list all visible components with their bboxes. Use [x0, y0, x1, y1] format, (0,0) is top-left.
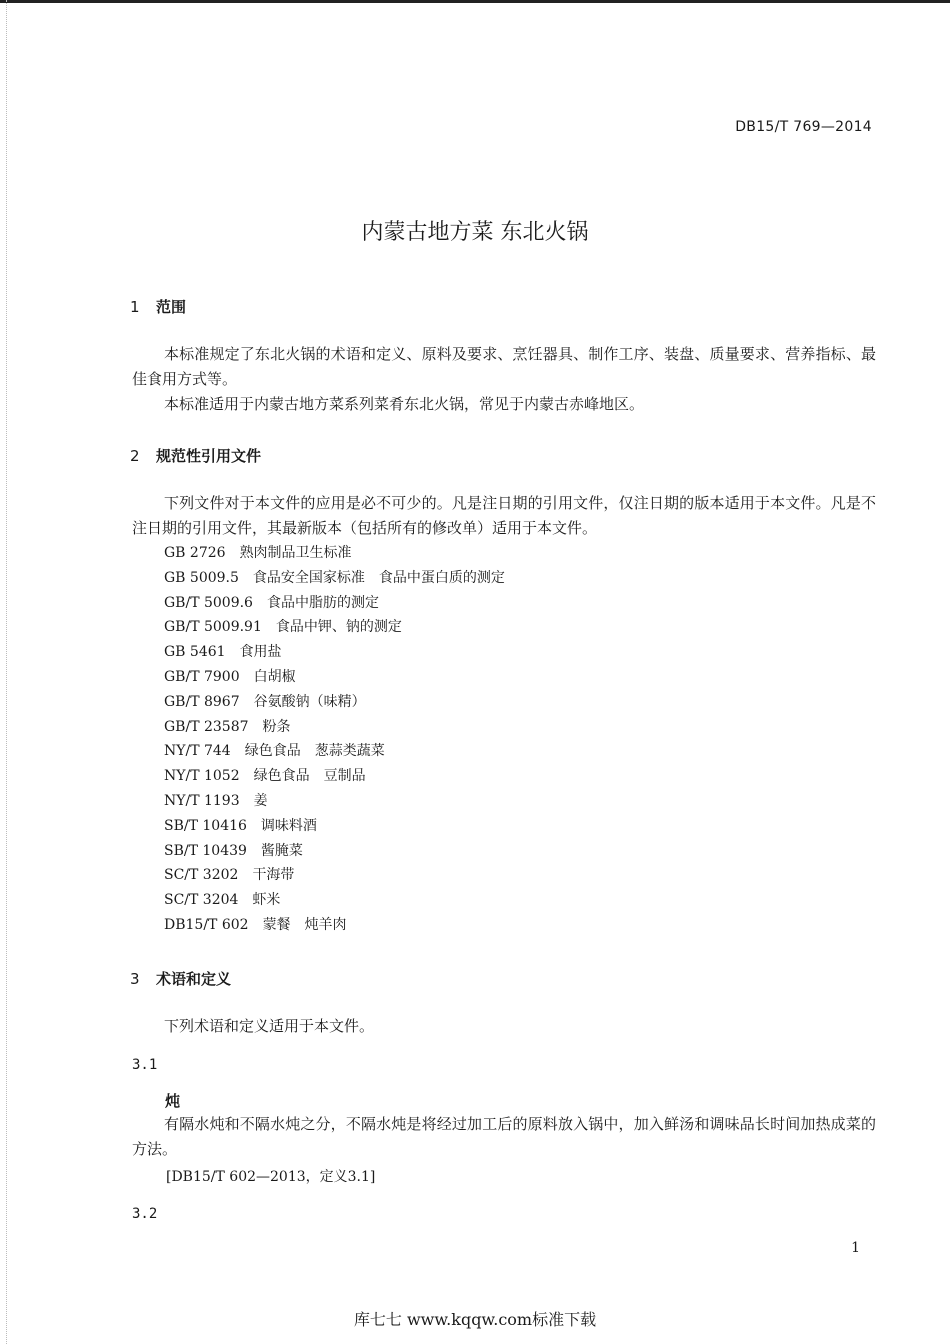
section-2-heading: [130, 445, 261, 466]
reference-title: 食品中钾、钠的测定: [275, 619, 402, 636]
reference-item: [164, 615, 505, 640]
standard-code: DB15/T 769—2014: [735, 119, 872, 135]
section-3-number: 3: [130, 970, 140, 988]
reference-code: GB 5461: [164, 644, 226, 661]
reference-title: 谷氨酸钠（味精）: [253, 693, 366, 710]
section-2-title: 规范性引用文件: [156, 447, 262, 465]
section-1-number: 1: [130, 298, 140, 316]
reference-code: GB/T 5009.6: [164, 594, 253, 611]
reference-code: GB/T 7900: [164, 668, 240, 685]
subsection-3-1-number: 3.1: [132, 1057, 158, 1073]
reference-item: [164, 839, 505, 864]
reference-item: [164, 715, 505, 740]
reference-code: GB/T 23587: [164, 718, 249, 735]
reference-title: 调味料酒: [260, 817, 317, 834]
reference-title: 蒙餐 炖羊肉: [262, 916, 347, 933]
page-number: 1: [851, 1240, 860, 1256]
subsection-3-2-number: 3.2: [132, 1206, 158, 1222]
reference-item: [164, 789, 505, 814]
reference-title: 虾米: [252, 892, 281, 909]
term-definition: 有隔水炖和不隔水炖之分，不隔水炖是将经过加工后的原料放入锅中，加入鲜汤和调味品长时间加热成菜的方法。: [132, 1115, 876, 1158]
reference-code: GB 5009.5: [164, 569, 239, 586]
reference-title: 食品中脂肪的测定: [266, 594, 379, 611]
term-name: 炖: [165, 1092, 181, 1110]
reference-item: [164, 814, 505, 839]
section-3-title: 术语和定义: [156, 970, 232, 988]
download-footer: 库七七 www.kqqw.com标准下载: [353, 1310, 597, 1329]
reference-code: NY/T 1052: [164, 768, 240, 785]
reference-code: SC/T 3204: [164, 892, 239, 909]
reference-code: GB/T 8967: [164, 693, 240, 710]
reference-title: 熟肉制品卫生标准: [239, 545, 352, 561]
reference-code: SB/T 10416: [164, 817, 247, 834]
reference-item: [164, 764, 505, 789]
reference-item: [164, 591, 505, 616]
reference-title: 姜: [253, 792, 268, 809]
reference-code: GB/T 5009.91: [164, 619, 262, 636]
reference-title: 粉条: [262, 718, 291, 735]
section-3-heading: [130, 968, 231, 989]
section-1-heading: [130, 296, 186, 317]
section-1-paragraph-2: 本标准适用于内蒙古地方菜系列菜肴东北火锅，常见于内蒙古赤峰地区。: [164, 395, 645, 413]
reference-title: 绿色食品 葱蒜类蔬菜: [244, 743, 385, 760]
reference-item: [164, 913, 505, 938]
section-2-number: 2: [130, 447, 140, 465]
reference-code: NY/T 744: [164, 743, 231, 760]
reference-title: 白胡椒: [253, 668, 296, 685]
section-1-paragraph-1: 本标准规定了东北火锅的术语和定义、原料及要求、烹饪器具、制作工序、装盘、质量要求、营养指标、最佳食用方式等。: [132, 345, 876, 388]
reference-title: 酱腌菜: [260, 842, 303, 859]
reference-item: [164, 640, 505, 665]
section-3-intro: 下列术语和定义适用于本文件。: [164, 1017, 375, 1035]
reference-code: SB/T 10439: [164, 842, 247, 859]
reference-item: [164, 566, 505, 591]
reference-item: [164, 739, 505, 764]
reference-title: 食用盐: [239, 644, 282, 661]
reference-code: SC/T 3202: [164, 867, 239, 884]
term-source: [DB15/T 602—2013，定义3.1]: [166, 1169, 376, 1185]
reference-code: GB 2726: [164, 545, 226, 561]
normative-reference-list: [164, 541, 505, 938]
document-title: 内蒙古地方菜 东北火锅: [361, 220, 589, 245]
reference-item: [164, 690, 505, 715]
reference-code: DB15/T 602: [164, 916, 249, 933]
reference-code: NY/T 1193: [164, 792, 240, 809]
reference-title: 绿色食品 豆制品: [253, 768, 366, 785]
section-2-intro: 下列文件对于本文件的应用是必不可少的。凡是注日期的引用文件，仅注日期的版本适用于本文件。凡是不注日期的引用文件，其最新版本（包括所有的修改单）适用于本文件。: [132, 494, 876, 537]
reference-title: 食品安全国家标准 食品中蛋白质的测定: [252, 569, 505, 586]
reference-title: 干海带: [252, 867, 295, 884]
reference-item: [164, 541, 505, 566]
reference-item: [164, 665, 505, 690]
reference-item: [164, 863, 505, 888]
scan-edge-marks: [6, 0, 9, 1344]
section-1-title: 范围: [156, 298, 187, 316]
page-top-border: [0, 0, 950, 3]
reference-item: [164, 888, 505, 913]
